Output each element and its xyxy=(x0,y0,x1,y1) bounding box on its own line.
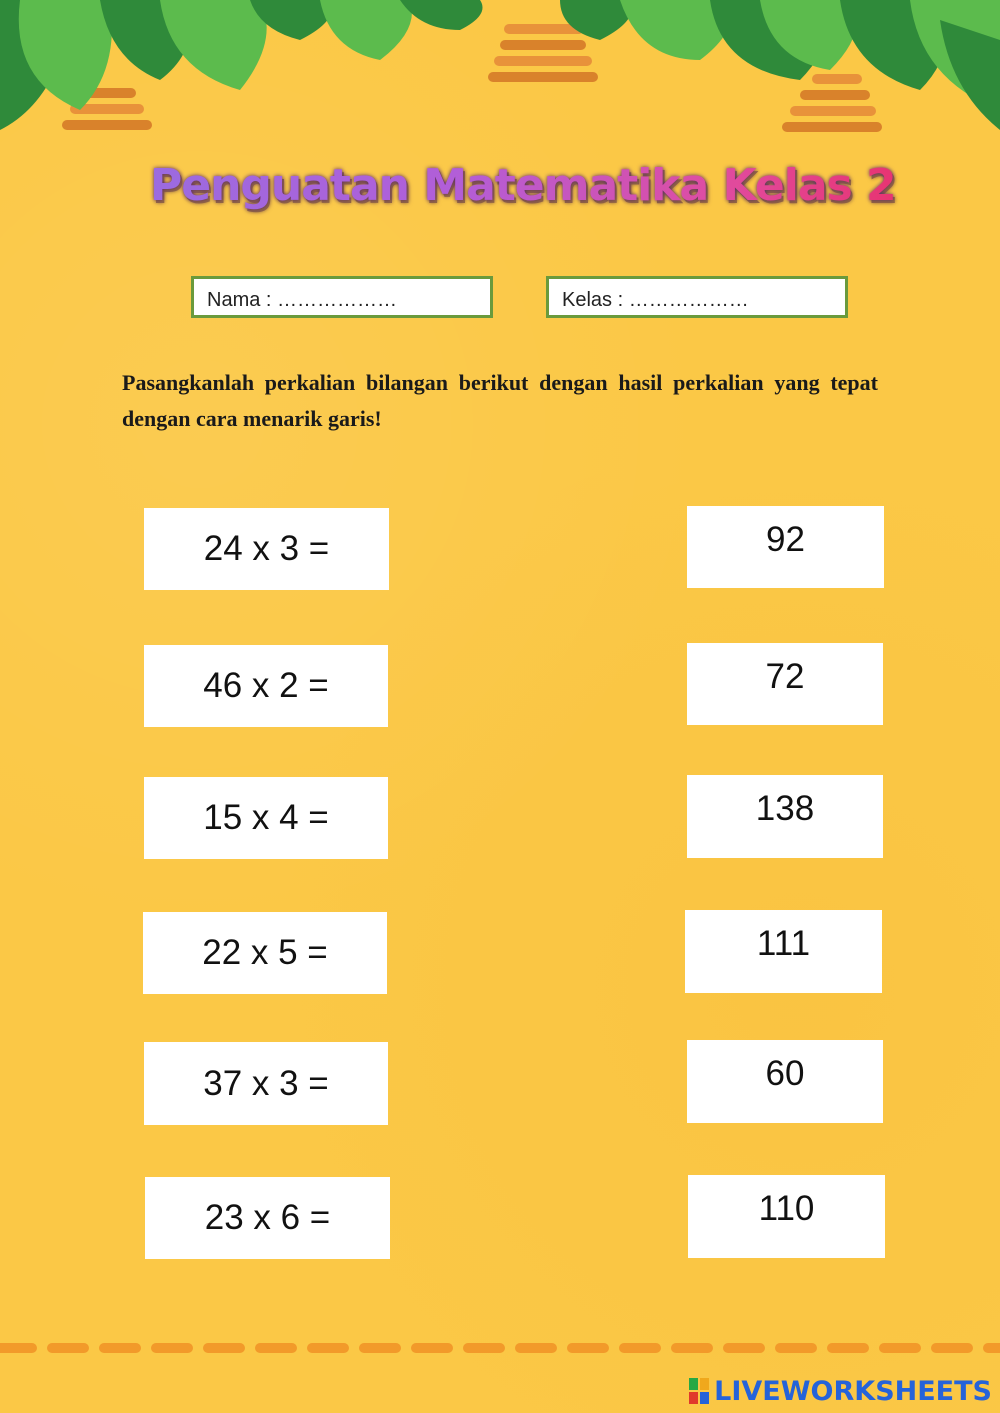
answer-card[interactable]: 72 xyxy=(687,643,883,725)
question-card[interactable]: 46 x 2 = xyxy=(144,645,388,727)
leaf-canopy-decoration xyxy=(0,0,1000,160)
beehive-icon xyxy=(782,74,882,132)
question-card[interactable]: 15 x 4 = xyxy=(144,777,388,859)
answer-card[interactable]: 111 xyxy=(685,910,882,993)
class-field[interactable] xyxy=(546,276,848,318)
question-card[interactable]: 22 x 5 = xyxy=(143,912,387,994)
page-title: Penguatan Matematika Kelas 2 xyxy=(150,160,910,211)
answer-card[interactable]: 110 xyxy=(688,1175,885,1258)
name-field-label: Nama : ……………… xyxy=(207,289,398,311)
answer-card[interactable]: 138 xyxy=(687,775,883,858)
question-card[interactable]: 24 x 3 = xyxy=(144,508,389,590)
question-card[interactable]: 37 x 3 = xyxy=(144,1042,388,1125)
name-field[interactable] xyxy=(191,276,493,318)
question-card[interactable]: 23 x 6 = xyxy=(145,1177,390,1259)
class-field-label: Kelas : ……………… xyxy=(562,289,749,311)
footer-dashed-divider xyxy=(0,1340,1000,1356)
instruction-text: Pasangkanlah perkalian bilangan berikut dengan hasil perkalian yang tepat dengan cara menarik garis! xyxy=(122,370,878,431)
liveworksheets-logo-icon xyxy=(688,1377,710,1405)
liveworksheets-brand[interactable] xyxy=(688,1373,992,1409)
answer-card[interactable]: 92 xyxy=(687,506,884,588)
brand-name: LIVEWORKSHEETS xyxy=(714,1375,992,1407)
answer-card[interactable]: 60 xyxy=(687,1040,883,1123)
